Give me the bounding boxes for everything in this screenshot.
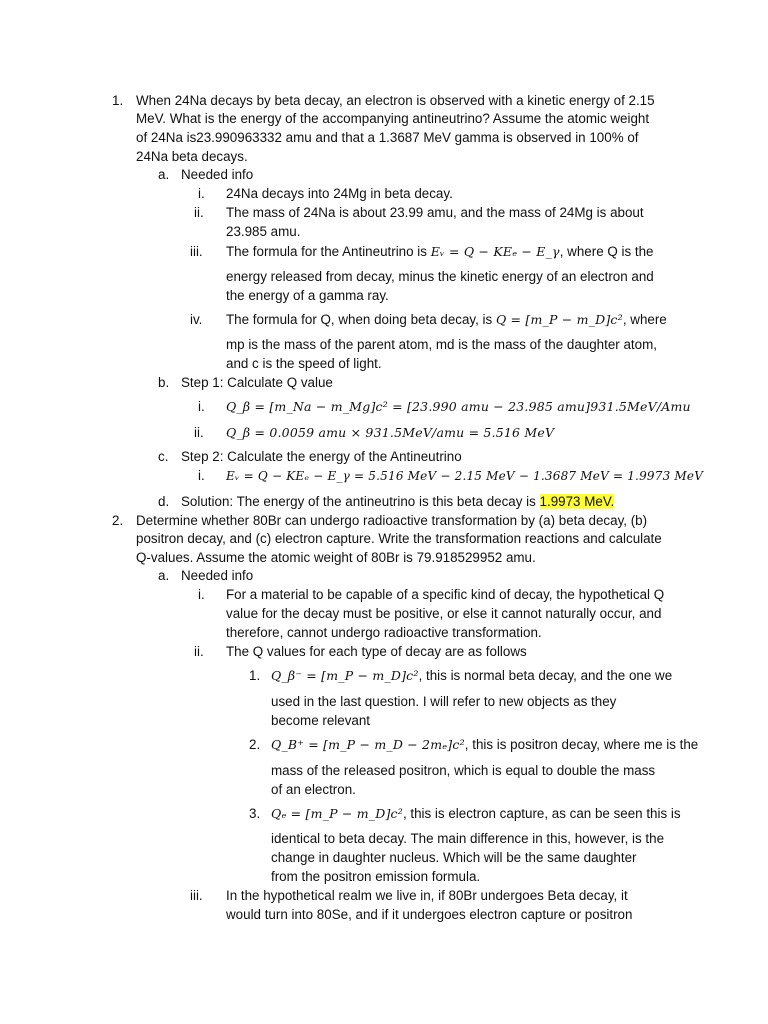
electron-capture-formula: Qₑ = [m_P − m_D]c² bbox=[271, 806, 403, 821]
q-value-formula: Q = [m_P − m_D]c² bbox=[495, 312, 623, 327]
q2a-i-line-1: For a material to be capable of a specific kind of decay, the hypothetical Q bbox=[226, 587, 665, 602]
q1b-ii-formula: Q_β = 0.0059 amu × 931.5MeV/amu = 5.516 MeV bbox=[226, 425, 555, 440]
q2-list-2-marker: 2. bbox=[249, 737, 261, 752]
q1a-iv-post: , where bbox=[622, 312, 667, 327]
q2a-i-line-2: value for the decay must be positive, or else it cannot naturally occur, and bbox=[226, 606, 662, 621]
q1b-ii-marker: ii. bbox=[194, 425, 204, 440]
q1a-ii-line-1: The mass of 24Na is about 23.99 amu, and the mass of 24Mg is about bbox=[226, 205, 644, 220]
q1d-marker: d. bbox=[158, 494, 170, 509]
q1c-marker: c. bbox=[158, 449, 169, 464]
q2a-i-line-3: therefore, cannot undergo radioactive transformation. bbox=[226, 625, 542, 640]
q1a-iii-line-1 bbox=[226, 243, 654, 261]
q2a-i-marker: i. bbox=[198, 587, 205, 602]
q2-text-line-1: Determine whether 80Br can undergo radioactive transformation by (a) beta decay, (b) bbox=[136, 513, 648, 528]
q2a-iii-line-2: would turn into 80Se, and if it undergoes electron capture or positron bbox=[226, 907, 633, 922]
q2a-iii-marker: iii. bbox=[190, 888, 203, 903]
q1a-iii-line-2: energy released from decay, minus the kinetic energy of an electron and bbox=[226, 269, 654, 284]
q1-text-line-3: of 24Na is23.990963332 amu and that a 1.3687 MeV gamma is observed in 100% of bbox=[136, 130, 639, 145]
q2-list-1-line-2: used in the last question. I will refer to new objects as they bbox=[271, 694, 617, 709]
q1c-i-marker: i. bbox=[198, 468, 205, 483]
q2-list-1-line-3: become relevant bbox=[271, 713, 370, 728]
q2-list-3-marker: 3. bbox=[249, 806, 261, 821]
q2-list-3-line-1 bbox=[271, 805, 681, 823]
q2-list-2-line-1 bbox=[271, 736, 698, 754]
q1-marker: 1. bbox=[112, 93, 124, 108]
q2a-ii-marker: ii. bbox=[194, 644, 204, 659]
q1a-i-text: 24Na decays into 24Mg in beta decay. bbox=[226, 186, 453, 201]
q2-list-2-line-2: mass of the released positron, which is equal to double the mass bbox=[271, 763, 656, 778]
q2a-iii-line-1: In the hypothetical realm we live in, if 80Br undergoes Beta decay, it bbox=[226, 888, 628, 903]
q2-text-line-3: Q-values. Assume the atomic weight of 80Br is 79.918529952 amu. bbox=[136, 550, 536, 565]
q1a-heading: Needed info bbox=[181, 167, 254, 182]
q2-list-3-line-2: identical to beta decay. The main difference in this, however, is the bbox=[271, 831, 665, 846]
q2-list-3-line-4: from the positron emission formula. bbox=[271, 869, 481, 884]
q1-text-line-4: 24Na beta decays. bbox=[136, 149, 248, 164]
q2-list-3-post: , this is electron capture, as can be seen this is bbox=[402, 806, 681, 821]
q2a-marker: a. bbox=[158, 568, 170, 583]
q1c-i-formula: Eᵥ = Q − KEₑ − E_γ = 5.516 MeV − 2.15 MeV − 1.3687 MeV = 1.9973 MeV bbox=[226, 469, 704, 483]
q1a-ii-line-2: 23.985 amu. bbox=[226, 224, 301, 239]
q1d-solution bbox=[181, 493, 614, 511]
q1b-i-formula: Q_β = [m_Na − m_Mg]c² = [23.990 amu − 23.985 amu]931.5MeV/Amu bbox=[226, 399, 691, 414]
q1a-iv-marker: iv. bbox=[190, 312, 203, 327]
q2-list-1-line-1 bbox=[271, 667, 672, 685]
q1-text-line-2: MeV. What is the energy of the accompanying antineutrino? Assume the atomic weight bbox=[136, 111, 650, 126]
q1d-solution-text: Solution: The energy of the antineutrino is this beta decay is bbox=[181, 494, 540, 509]
q1c-heading: Step 2: Calculate the energy of the Antineutrino bbox=[181, 449, 462, 464]
q1b-i-marker: i. bbox=[198, 399, 205, 414]
q2-list-2-line-3: of an electron. bbox=[271, 782, 356, 797]
q1-text-line-1: When 24Na decays by beta decay, an electron is observed with a kinetic energy of 2.15 bbox=[136, 93, 655, 108]
q2a-ii-text: The Q values for each type of decay are as follows bbox=[226, 644, 527, 659]
q1a-iv-line-2: mp is the mass of the parent atom, md is the mass of the daughter atom, bbox=[226, 337, 657, 352]
q1a-iv-line-1 bbox=[226, 311, 667, 329]
q1a-iv-pre: The formula for Q, when doing beta decay, is bbox=[226, 312, 496, 327]
q2-marker: 2. bbox=[112, 513, 124, 528]
q1a-iii-marker: iii. bbox=[190, 244, 203, 259]
q1a-iv-line-3: and c is the speed of light. bbox=[226, 356, 382, 371]
q1a-iii-post: , where Q is the bbox=[559, 244, 654, 259]
q2-list-3-line-3: change in daughter nucleus. Which will be the same daughter bbox=[271, 850, 637, 865]
q1b-heading: Step 1: Calculate Q value bbox=[181, 375, 333, 390]
q2-list-1-post: , this is normal beta decay, and the one we bbox=[418, 668, 673, 683]
q1a-ii-marker: ii. bbox=[194, 205, 204, 220]
answer-highlight: 1.9973 MeV. bbox=[539, 494, 615, 509]
q2-list-1-marker: 1. bbox=[249, 668, 261, 683]
q1a-iii-pre: The formula for the Antineutrino is bbox=[226, 244, 431, 259]
q1a-marker: a. bbox=[158, 167, 170, 182]
q2-list-2-post: , this is positron decay, where me is the bbox=[464, 737, 699, 752]
q2-text-line-2: positron decay, and (c) electron capture. Write the transformation reactions and calculate bbox=[136, 531, 662, 546]
positron-formula: Q_B⁺ = [m_P − m_D − 2mₑ]c² bbox=[271, 737, 465, 752]
beta-minus-formula: Q_β⁻ = [m_P − m_D]c² bbox=[271, 668, 419, 683]
q1a-iii-line-3: the energy of a gamma ray. bbox=[226, 288, 389, 303]
q2a-heading: Needed info bbox=[181, 568, 254, 583]
q1a-i-marker: i. bbox=[198, 186, 205, 201]
q1b-marker: b. bbox=[158, 375, 170, 390]
antineutrino-formula: Eᵥ = Q − KEₑ − E_γ bbox=[430, 244, 560, 259]
